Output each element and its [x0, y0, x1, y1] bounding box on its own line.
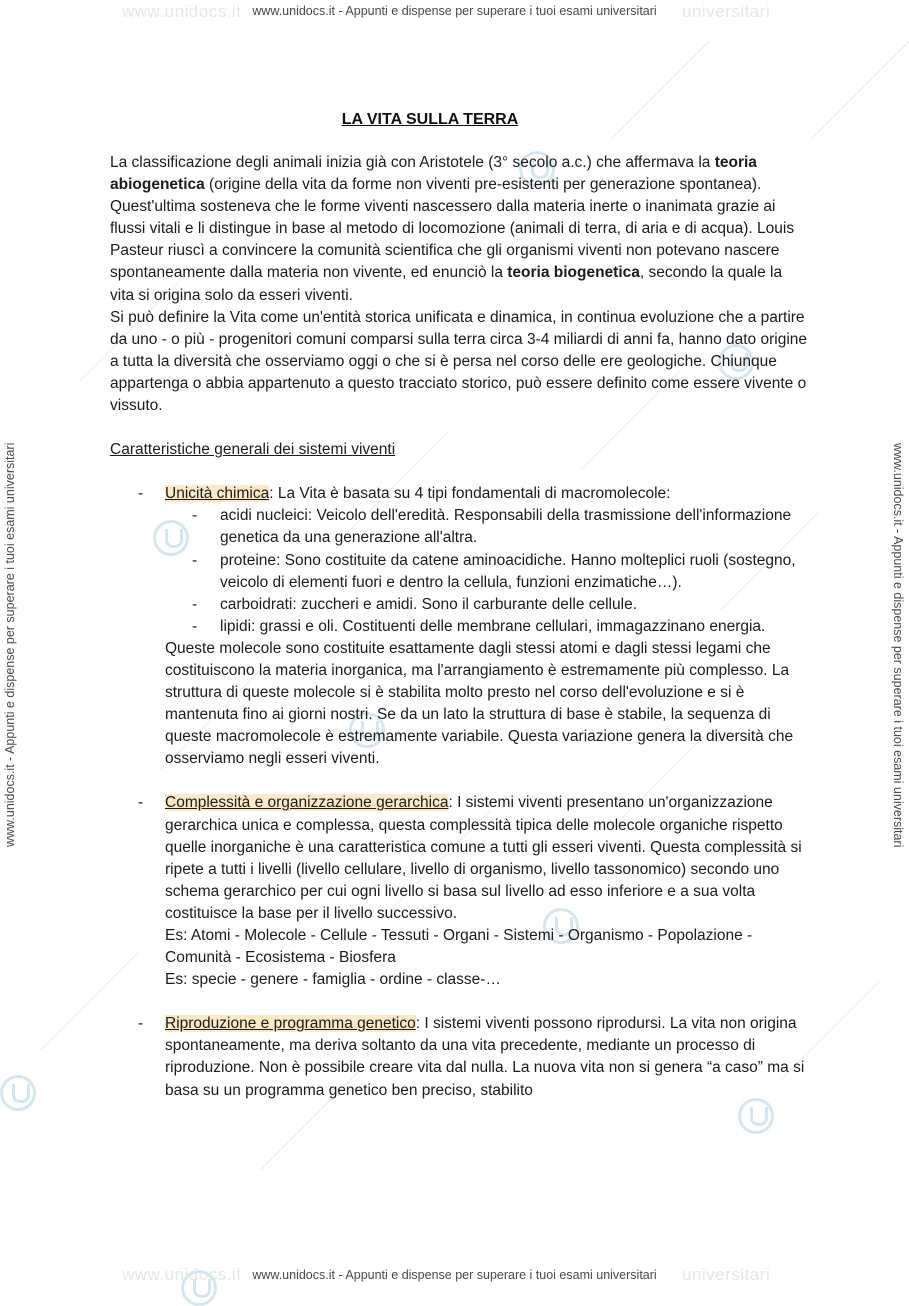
list-item-complessita	[110, 792, 810, 991]
highlighted-term: Unicità chimica	[165, 485, 270, 503]
list-dash: -	[192, 507, 198, 525]
item-lead	[165, 792, 810, 925]
list-item-riproduzione	[110, 1013, 810, 1101]
list-dash: -	[192, 551, 198, 569]
watermark-right-side: www.unidocs.it - Appunti e dispense per superare i tuoi esami universitari	[891, 442, 905, 848]
ghost-watermark-bottom-right: universitari	[682, 1265, 771, 1284]
highlighted-term: Complessità e organizzazione gerarchica	[165, 794, 449, 812]
watermark-header: www.unidocs.it - Appunti e dispense per superare i tuoi esami universitari	[252, 4, 657, 18]
page-title: LA VITA SULLA TERRA	[341, 111, 519, 128]
ghost-watermark-top-right: universitari	[682, 2, 771, 21]
sub-item-text: proteine: Sono costituite da catene aminoacidiche. Hanno molteplici ruoli (sostegno, veicolo di elementi fuori e dentro la cellula, funzioni enzimatiche…).	[220, 551, 796, 591]
section-title: Caratteristiche generali dei sistemi viventi	[110, 441, 396, 459]
item-lead	[165, 483, 810, 505]
item-lead	[165, 1013, 810, 1101]
intro-text: La classificazione degli animali inizia già con Aristotele (3° secolo a.c.) che affermava la	[110, 154, 715, 171]
term-biogenetica: teoria biogenetica	[507, 264, 640, 282]
item-paragraph: Queste molecole sono costituite esattamente dagli stessi atomi e dagli stessi legami che costituiscono la materia inorganica, ma l'arrangiamento è estremamente più complesso. La struttura di queste molecole si è stabilita molto presto nel corso dell'evoluzione e si è mantenuta fino ai giorni nostri. Se da un lato la struttura di base è stabile, la sequenza di queste macromolecole è estremamente variabile. Questa variazione genera la diversità che osserviamo negli esseri viventi.	[165, 639, 794, 768]
sub-item-text: lipidi: grassi e oli. Costituenti delle membrane cellulari, immagazzinano energia.	[220, 617, 766, 635]
highlighted-term: Riproduzione e programma genetico	[165, 1015, 416, 1033]
list-dash: -	[138, 794, 144, 812]
item-text: : I sistemi viventi possono riprodursi. La vita non origina spontaneamente, ma deriva soltanto da una vita precedente, mediante un processo di riproduzione. Non è possibile creare vita dal nulla. La nuova vita non si genera “a caso” ma si basa su un programma genetico ben preciso, stabilito	[165, 1015, 805, 1099]
sub-list-item	[165, 594, 810, 616]
list-dash: -	[192, 617, 198, 635]
list-item-unicita-chimica	[110, 483, 810, 770]
intro-paragraph	[110, 152, 810, 307]
list-dash: -	[192, 595, 198, 613]
unidocs-logo-icon	[738, 1098, 774, 1134]
intro-text: , secondo la quale la vita si origina solo da esseri viventi.	[110, 264, 783, 304]
sub-item-text: acidi nucleici: Veicolo dell'eredità. Responsabili della trasmissione dell'informazione genetica da una generazione all'altra.	[220, 507, 792, 547]
unidocs-logo-icon	[0, 1075, 36, 1111]
watermark-left-side: www.unidocs.it - Appunti e dispense per superare i tuoi esami universitari	[3, 442, 17, 848]
item-text: : La Vita è basata su 4 tipi fondamentali di macromolecole:	[269, 485, 671, 503]
term-abiogenetica: teoria abiogenetica	[110, 154, 757, 194]
sub-item-text: carboidrati: zuccheri e amidi. Sono il carburante delle cellule.	[220, 595, 637, 613]
list-dash: -	[138, 485, 144, 503]
intro-text: (origine della vita da forme non viventi pre-esistenti per generazione spontanea). Quest'ultima sosteneva che le forme viventi nascessero dalla materia inerte o inanimata grazie ai flussi vitali e li distingue in base al metodo di locomozione (animali di terra, di aria e di acqua). Louis Pasteur riuscì a convincere la comunità scientifica che gli organismi viventi non potevano nascere spontaneamente dalla materia non vivente, ed enunciò la	[110, 176, 795, 282]
document-body	[110, 152, 810, 1102]
example-line: Es: specie - genere - famiglia - ordine - classe-…	[165, 971, 501, 989]
item-text: : I sistemi viventi presentano un'organizzazione gerarchica unica e complessa, questa complessità tipica delle molecole organiche rispetto quelle inorganiche è una caratteristica comune a tutti gli esseri viventi. Questa complessità si ripete a tutti i livelli (livello cellulare, livello di organismo, livello tassonomico) secondo uno schema gerarchico per cui ogni livello si basa sul livello ad esso inferiore e a sua volta costituisce la base per il livello successivo.	[165, 794, 802, 922]
definition-paragraph: Si può definire la Vita come un'entità storica unificata e dinamica, in continua evoluzione che a partire da uno - o più - progenitori comuni comparsi sulla terra circa 3-4 miliardi di anni fa, hanno dato origine a tutta la diversità che osserviamo oggi o che si è persa nel corso delle ere geologiche. Chiunque appartenga o abbia appartenuto a questo tracciato storico, può essere definito come essere vivente o vissuto.	[110, 308, 808, 415]
example-line: Es: Atomi - Molecole - Cellule - Tessuti - Organi - Sistemi - Organismo - Popolazione - Comunità - Ecosistema - Biosfera	[165, 927, 753, 967]
ghost-watermark-top: www.unidocs.it	[122, 2, 242, 21]
sub-list-item	[165, 505, 810, 549]
sub-list-item	[165, 616, 810, 638]
watermark-footer: www.unidocs.it - Appunti e dispense per superare i tuoi esami universitari	[252, 1268, 657, 1282]
list-dash: -	[138, 1015, 144, 1033]
sub-list-item	[165, 550, 810, 594]
ghost-watermark-bottom: www.unidocs.it	[122, 1265, 242, 1284]
